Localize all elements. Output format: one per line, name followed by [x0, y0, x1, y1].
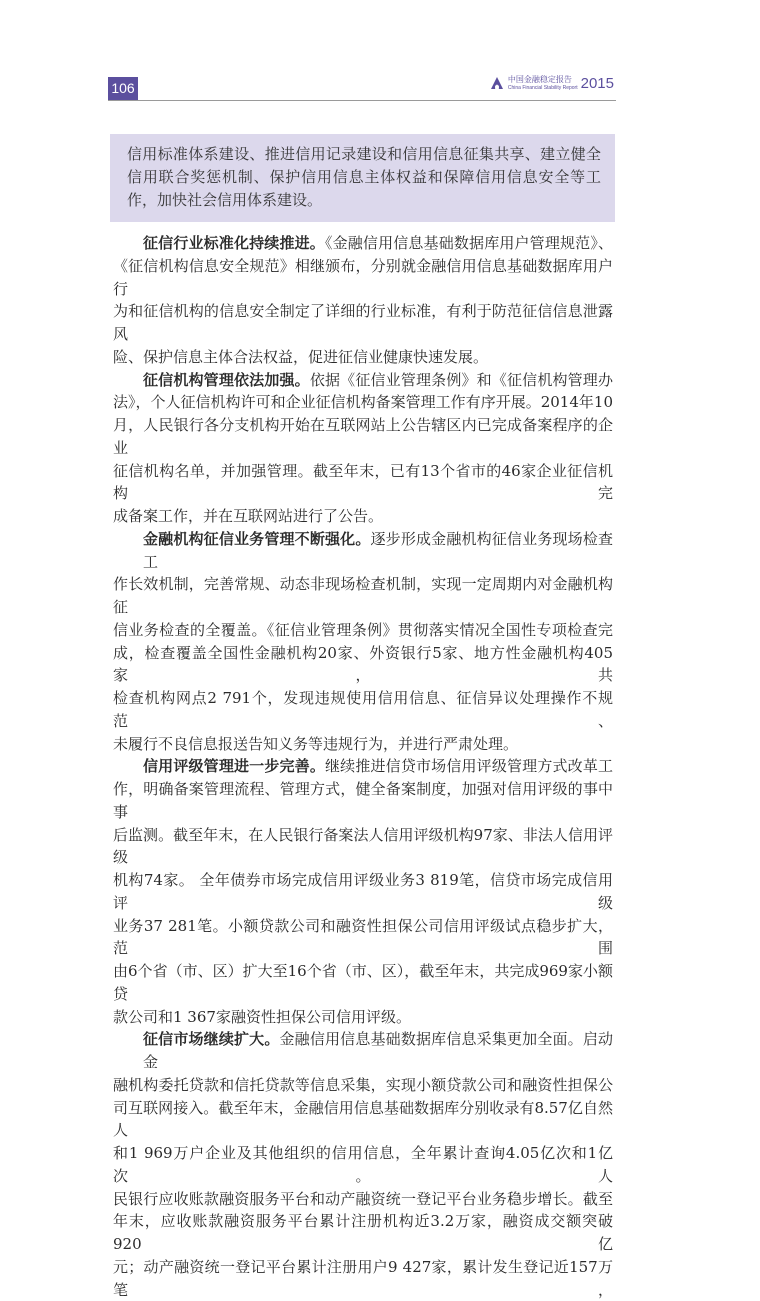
text-line: 险、保护信息主体合法权益，促进征信业健康快速发展。: [113, 347, 489, 366]
text-line: 成备案工作，并在互联网站进行了公告。: [113, 507, 384, 525]
text-line: 成，检查覆盖全国性金融机构20家、外资银行5家、地方性金融机构405家，共: [113, 643, 613, 685]
text-line: 未履行不良信息报送告知义务等违规行为，并进行严肃处理。: [113, 734, 519, 753]
paragraph: [113, 528, 613, 756]
report-title-en: China Financial Stability Report: [507, 85, 578, 91]
text-line: 年末，应收账款融资服务平台累计注册机构近3.2万家，融资成交额突破920亿: [113, 1212, 613, 1253]
text-line: 检查机构网点2 791个，发现违规使用信用信息、征信异议处理操作不规范、: [113, 689, 613, 730]
report-logo-icon: [489, 76, 505, 90]
text-line: 司互联网接入。截至年末，金融信用信息基础数据库分别收录有8.57亿自然人: [113, 1098, 613, 1140]
paragraph-lead: 征信行业标准化持续推进。: [143, 234, 325, 252]
paragraph: [113, 1028, 613, 1301]
line-text: 逐步形成金融机构征信业务现场检查工: [143, 529, 613, 571]
text-line: 月，人民银行各分支机构开始在互联网站上公告辖区内已完成备案程序的企业: [113, 416, 613, 457]
text-line: 元；动产融资统一登记平台累计注册用户9 427家，累计发生登记近157万笔，: [113, 1257, 613, 1299]
text-line: [113, 1028, 613, 1074]
paragraph-lead: 征信机构管理依法加强。: [143, 370, 310, 389]
text-line: 融机构委托贷款和信托贷款等信息采集，实现小额贷款公司和融资性担保公: [113, 1075, 613, 1094]
text-line: 《征信机构信息安全规范》相继颁布，分别就金融信用信息基础数据库用户行: [113, 256, 613, 298]
text-line: 法》，个人征信机构许可和企业征信机构备案管理工作有序开展。2014年10: [113, 393, 613, 412]
text-line: 机构74家。 全年债券市场完成信用评级业务3 819笔，信贷市场完成信用评级: [113, 871, 613, 912]
paragraph-lead: 信用评级管理进一步完善。: [143, 757, 325, 776]
callout-line: 信用联合奖惩机制、保护信用信息主体权益和保障信用信息安全等工: [127, 168, 601, 186]
callout-line: 作，加快社会信用体系建设。: [127, 191, 323, 209]
text-line: [113, 528, 613, 574]
line-text: 依据《征信业管理条例》和《征信机构管理办: [309, 370, 613, 389]
page-number: 106: [108, 77, 138, 100]
text-line: 和1 969万户企业及其他组织的信用信息，全年累计查询4.05亿次和1亿次。人: [113, 1144, 613, 1185]
paragraph: [113, 755, 613, 1028]
text-line: 由6个省（市、区）扩大至16个省（市、区），截至年末，共完成969家小额贷: [113, 962, 613, 1003]
text-line: 民银行应收账款融资服务平台和动产融资统一登记平台业务稳步增长。截至: [113, 1189, 613, 1208]
page-content: [110, 134, 615, 1301]
text-line: 业务37 281笔。小额贷款公司和融资性担保公司信用评级试点稳步扩大，范围: [113, 916, 613, 958]
text-line: [113, 232, 613, 255]
line-text: 《金融信用信息基础数据库用户管理规范》、: [324, 234, 613, 252]
paragraph: [113, 369, 613, 528]
header-divider: [108, 100, 616, 101]
body-text: [110, 232, 613, 1301]
line-text: 金融信用信息基础数据库信息采集更加全面。启动金: [143, 1030, 613, 1071]
report-title-cn: 中国金融稳定报告: [507, 75, 572, 84]
text-line: [113, 369, 613, 392]
text-line: 后监测。截至年末，在人民银行备案法人信用评级机构97家、非法人信用评级: [113, 825, 613, 867]
text-line: 信业务检查的全覆盖。《征信业管理条例》贯彻落实情况全国性专项检查完: [113, 620, 613, 639]
callout-box: [110, 134, 615, 222]
text-line: 款公司和1 367家融资性担保公司信用评级。: [113, 1007, 411, 1026]
text-line: 作，明确备案管理流程、管理方式，健全备案制度，加强对信用评级的事中事: [113, 780, 613, 821]
paragraph: [113, 232, 613, 369]
paragraph-lead: 金融机构征信业务管理不断强化。: [143, 529, 371, 548]
text-line: 征信机构名单，并加强管理。截至年末，已有13个省市的46家企业征信机构完: [113, 461, 613, 503]
report-year: 2015: [580, 74, 614, 92]
text-line: [113, 755, 613, 778]
text-line: 作长效机制，完善常规、动态非现场检查机制，实现一定周期内对金融机构征: [113, 575, 613, 616]
text-line: 为和征信机构的信息安全制定了详细的行业标准，有利于防范征信信息泄露风: [113, 302, 613, 343]
paragraph-lead: 征信市场继续扩大。: [143, 1030, 280, 1049]
report-logo: [489, 74, 614, 92]
callout-line: 信用标准体系建设、推进信用记录建设和信用信息征集共享、建立健全: [127, 145, 601, 163]
line-text: 继续推进信贷市场信用评级管理方式改革工: [325, 757, 613, 776]
